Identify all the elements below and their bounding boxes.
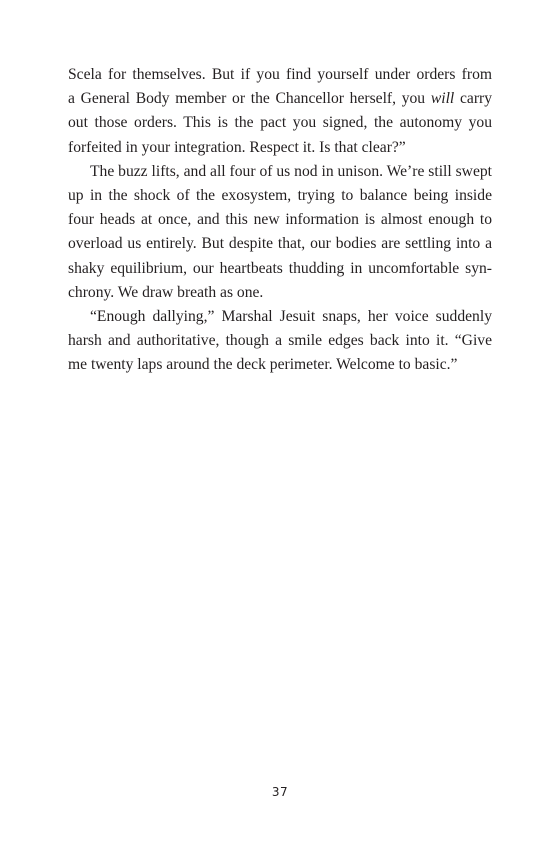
- paragraph-first-line: The buzz lifts, and all four of us nod in unison. We’re still swept: [90, 162, 492, 180]
- text-line: out those orders. This is the pact you signed, the autonomy you: [68, 114, 492, 132]
- text-line: four heads at once, and this new information is almost enough to: [68, 211, 492, 229]
- emphasis-word: will: [430, 90, 455, 108]
- text-line: me twenty laps around the deck perimeter. Welcome to basic.”: [68, 356, 458, 374]
- text-line: harsh and authoritative, though a smile edges back into it. “Give: [68, 332, 492, 350]
- text-line: a General Body member or the Chancellor herself, you will carry: [68, 90, 492, 108]
- text-line: up in the shock of the exosystem, trying to balance being inside: [68, 186, 492, 204]
- paragraph-first-line: “Enough dallying,” Marshal Jesuit snaps, her voice suddenly: [90, 307, 492, 325]
- text-line: chrony. We draw breath as one.: [68, 283, 264, 301]
- text-line: forfeited in your integration. Respect it. Is that clear?”: [68, 138, 406, 156]
- text-line: overload us entirely. But despite that, our bodies are settling into a: [68, 235, 492, 253]
- text-line: shaky equilibrium, our heartbeats thudding in uncomfortable syn-: [68, 259, 492, 277]
- text-line: Scela for themselves. But if you find yourself under orders from: [68, 66, 492, 83]
- body-text: [68, 63, 492, 377]
- page-number: 37: [271, 785, 289, 799]
